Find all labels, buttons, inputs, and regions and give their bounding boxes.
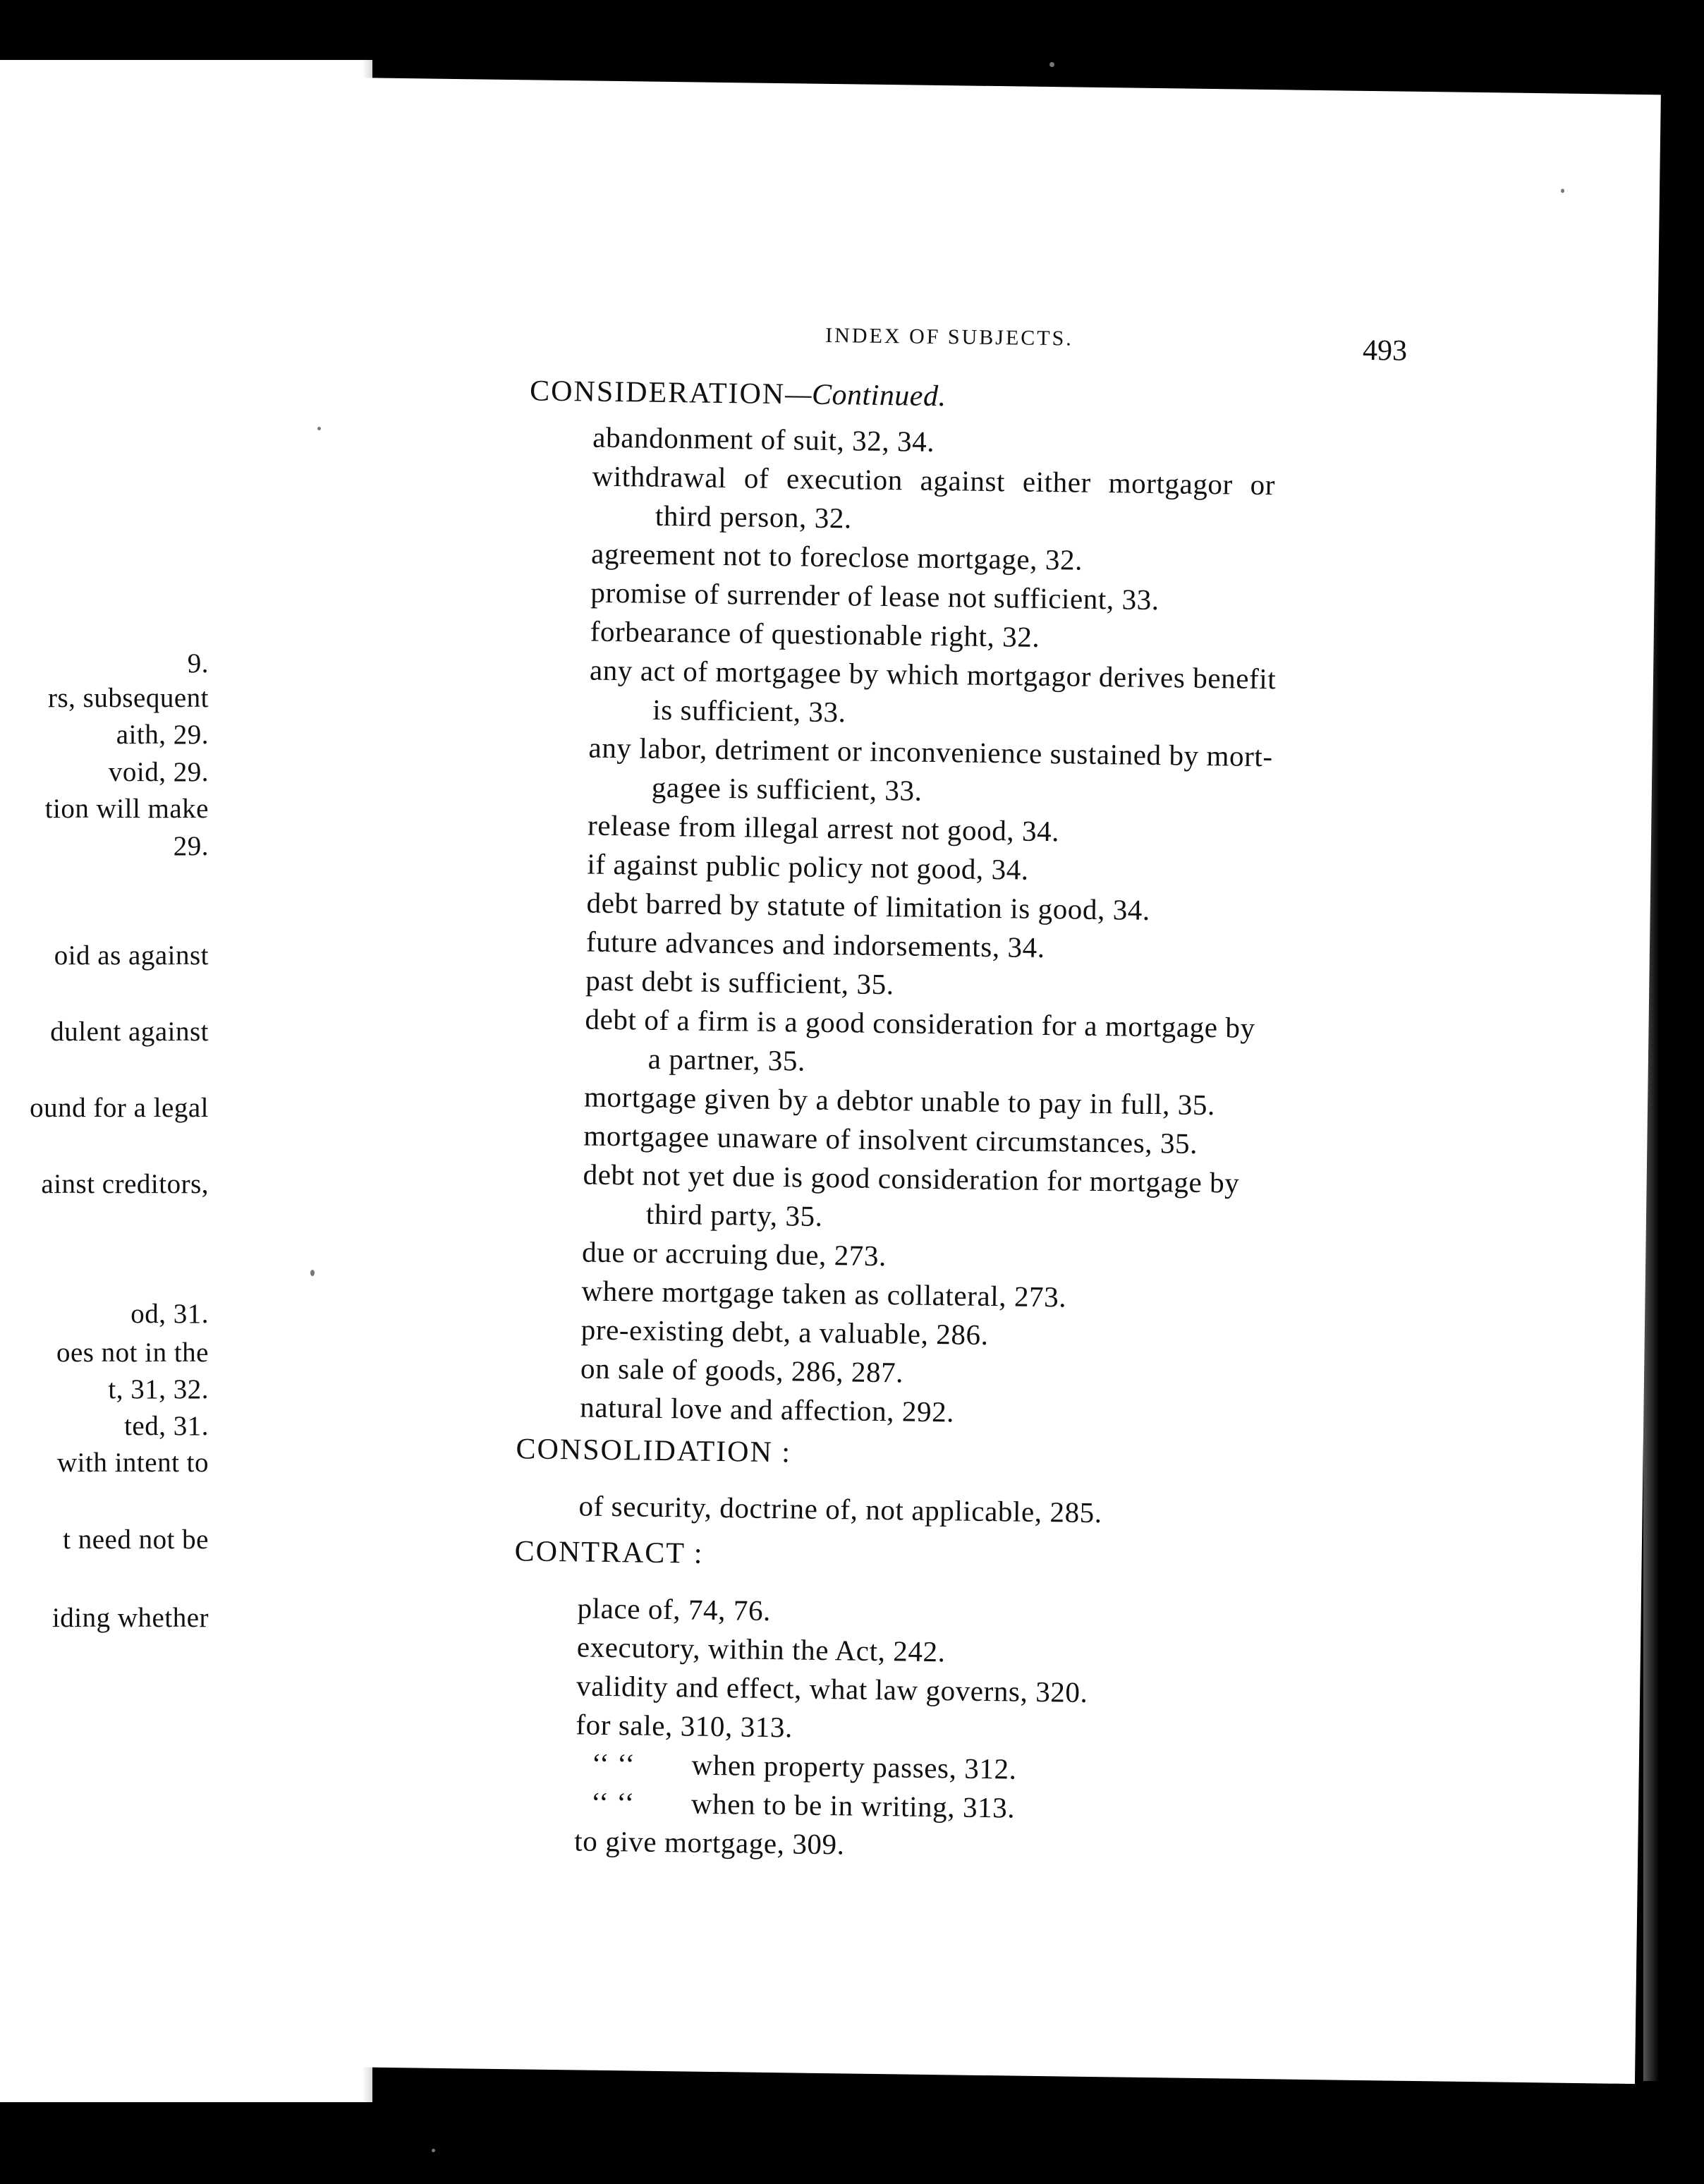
scan-speck <box>1049 62 1054 67</box>
left-page-line: od, 31. <box>130 1299 209 1329</box>
index-entry: debt barred by statute of limitation is good, 34. <box>586 886 1151 926</box>
index-entry: natural love and affection, 292. <box>580 1390 955 1428</box>
index-entry: if against public policy not good, 34. <box>587 847 1030 886</box>
left-page-line: dulent against <box>50 1017 209 1047</box>
continued-label: —Continued. <box>784 378 947 413</box>
index-entry: future advances and indorsements, 34. <box>585 925 1045 964</box>
index-entry: validity and effect, what law governs, 320. <box>576 1669 1088 1709</box>
index-entry: debt not yet due is good consideration for mortgage by <box>583 1158 1240 1199</box>
index-entry: agreement not to foreclose mortgage, 32. <box>590 537 1083 576</box>
index-entry: where mortgage taken as collateral, 273. <box>581 1274 1067 1314</box>
index-entry: any labor, detriment or inconvenience sustained by mort- <box>588 731 1273 773</box>
index-heading-consideration <box>530 376 947 411</box>
left-page-line: oid as against <box>54 940 209 971</box>
running-head: INDEX OF SUBJECTS. <box>825 323 1074 351</box>
index-entry-continuation: third party, 35. <box>645 1197 823 1232</box>
left-page-line: aith, 29. <box>116 720 209 750</box>
index-page-body <box>323 78 1661 2084</box>
index-entry: abandonment of suit, 32, 34. <box>592 420 935 458</box>
index-entry: promise of surrender of lease not sufficient, 33. <box>590 576 1160 617</box>
index-entry-continuation: a partner, 35. <box>647 1042 806 1077</box>
index-entry: withdrawal of execution against either mortgagor or <box>592 459 1276 502</box>
left-page-line: t, 31, 32. <box>108 1374 209 1405</box>
index-entry: on sale of goods, 286, 287. <box>580 1352 904 1389</box>
left-page-line: 29. <box>173 831 209 861</box>
index-entry: mortgage given by a debtor unable to pay in full, 35. <box>583 1080 1216 1122</box>
left-page-line: iding whether <box>51 1603 209 1633</box>
left-facing-page <box>0 60 372 2102</box>
left-page-line: ted, 31. <box>124 1411 209 1441</box>
left-page-line: void, 29. <box>108 757 209 787</box>
index-entry-ditto <box>591 1749 1016 1784</box>
ditto-entry-text: when to be in writing, 313. <box>690 1787 1016 1824</box>
index-entry-ditto <box>590 1785 1016 1824</box>
heading-text: CONSIDERATION <box>529 375 786 411</box>
index-entry: mortgagee unaware of insolvent circumstances, 35. <box>583 1119 1198 1160</box>
left-page-line: oes not in the <box>56 1337 209 1368</box>
index-heading-contract: CONTRACT : <box>514 1535 704 1570</box>
index-entry-continuation: gagee is sufficient, 33. <box>651 770 923 807</box>
left-page-line: ound for a legal <box>30 1093 209 1123</box>
ditto-entry-text: when property passes, 312. <box>691 1748 1017 1785</box>
left-page-line: 9. <box>187 648 209 679</box>
index-entry: any act of mortgagee by which mortgagor derives benefit <box>589 653 1277 696</box>
scan-speck <box>432 2149 435 2152</box>
scan-speck <box>310 1270 315 1276</box>
index-entry: of security, doctrine of, not applicable, 285. <box>578 1489 1102 1529</box>
left-page-line: tion will make <box>44 794 209 824</box>
index-entry: to give mortgage, 309. <box>574 1824 845 1861</box>
index-entry: for sale, 310, 313. <box>576 1708 793 1744</box>
index-entry: release from illegal arrest not good, 34. <box>587 808 1060 848</box>
index-entry-continuation: is sufficient, 33. <box>652 693 846 729</box>
index-entry: place of, 74, 76. <box>577 1591 772 1627</box>
index-entry: pre-existing debt, a valuable, 286. <box>580 1313 989 1352</box>
ditto-mark: ‘‘ ‘‘ <box>590 1785 635 1819</box>
index-page <box>323 78 1661 2084</box>
scan-speck <box>317 427 321 430</box>
index-entry: past debt is sufficient, 35. <box>585 964 894 1001</box>
index-entry: forbearance of questionable right, 32. <box>590 614 1040 653</box>
left-page-line: ainst creditors, <box>41 1169 209 1199</box>
left-page-line: rs, subsequent <box>48 683 209 713</box>
index-entry: due or accruing due, 273. <box>581 1235 887 1273</box>
ditto-mark: ‘‘ ‘‘ <box>591 1747 635 1780</box>
page-number: 493 <box>1362 334 1408 368</box>
index-entry-continuation: third person, 32. <box>655 499 853 535</box>
index-heading-consolidation: CONSOLIDATION : <box>516 1433 792 1469</box>
index-entry: executory, within the Act, 242. <box>576 1630 946 1668</box>
left-page-line: t need not be <box>63 1524 209 1555</box>
index-entry: debt of a firm is a good consideration for a mortgage by <box>585 1002 1255 1044</box>
left-page-line: with intent to <box>57 1448 209 1478</box>
scan-speck <box>1561 189 1564 193</box>
